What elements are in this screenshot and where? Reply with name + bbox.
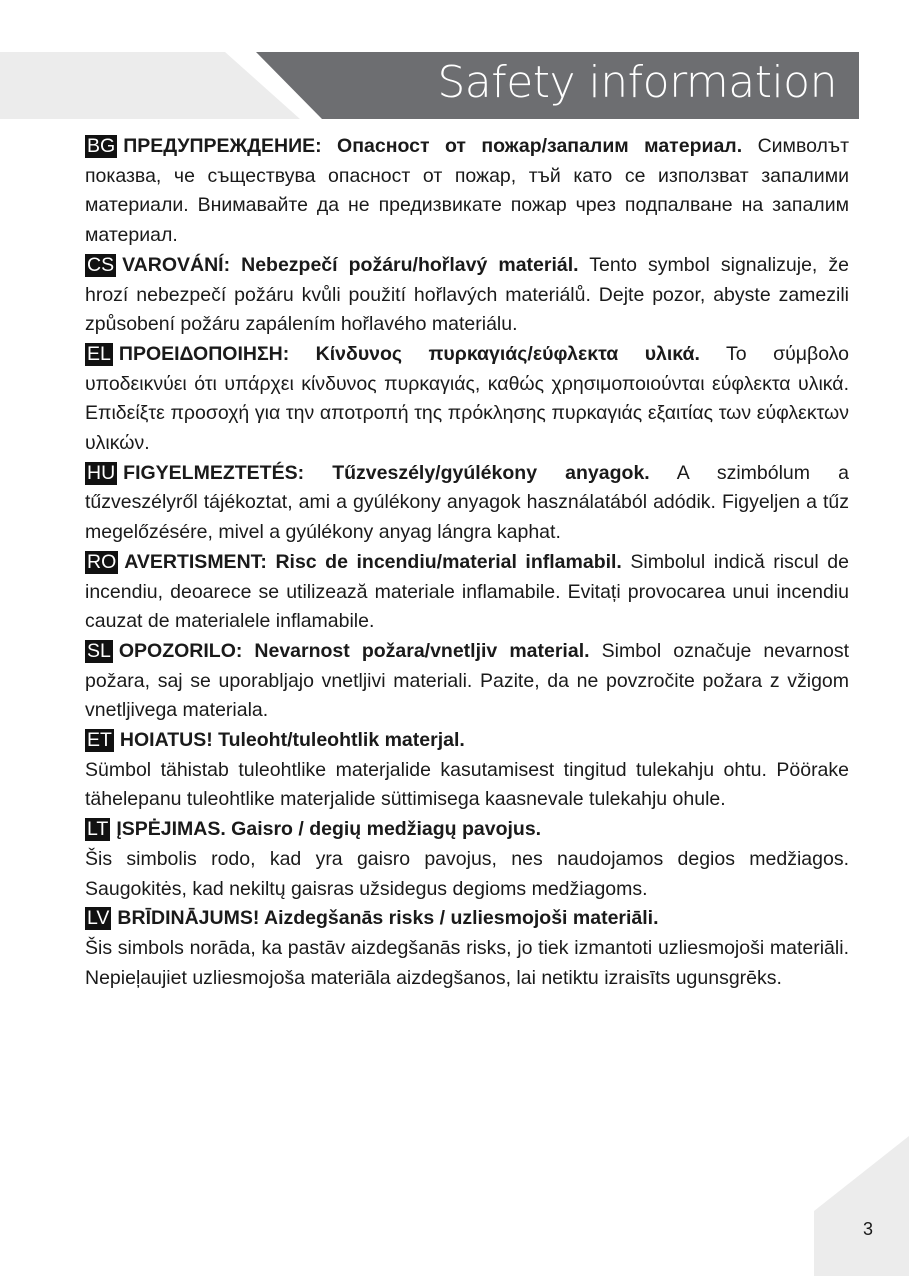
page-corner xyxy=(814,1136,909,1276)
section-title: OPOZORILO: Nevarnost požara/vnetljiv material. xyxy=(118,639,590,662)
page-number: 3 xyxy=(862,1219,873,1239)
language-tag: RO xyxy=(87,550,117,573)
section-bg xyxy=(85,132,849,251)
section-title: ΠΡΟΕΙΔΟΠΟΙΗΣΗ: Κίνδυνος πυρκαγιάς/εύφλεκτα υλικά. xyxy=(118,342,700,365)
language-tag: EL xyxy=(87,342,111,365)
language-tag: LV xyxy=(87,907,110,930)
section-body: Simbolul indică riscul de incendiu, deoarece se utilizează materiale inflamabile. Evitați provocarea unui incendiu cauzat de materialele inflamabile. xyxy=(85,550,849,633)
section-hu xyxy=(85,459,849,548)
section-body: Simbol označuje nevarnost požara, saj se uporabljajo vnetljivi materiali. Pazite, da ne povzročite požara z vžigom vnetljivega materiala. xyxy=(85,639,850,722)
section-body: Символът показва, че съществува опасност от пожар, тъй като се използват запалими материали. Внимавайте да не предизвикате пожар чрез подпалване на запалим материал. xyxy=(85,135,849,247)
section-title: VAROVÁNÍ: Nebezpečí požáru/hořlavý materiál. xyxy=(122,253,579,276)
section-el xyxy=(85,340,849,459)
language-tag: BG xyxy=(87,135,116,157)
section-ro xyxy=(85,548,849,637)
page-title: Safety information xyxy=(437,57,837,108)
section-body: Šis simbolis rodo, kad yra gaisro pavojus, nes naudojamos degios medžiagos. Saugokitės, kad nekiltų gaisras užsidegus degioms medžiagoms. xyxy=(85,847,849,900)
language-tag: ET xyxy=(87,729,112,752)
section-title: BRĪDINĀJUMS! Aizdegšanās risks / uzliesmojoši materiāli. xyxy=(117,907,659,930)
section-body: Sümbol tähistab tuleohtlike materjalide kasutamisest tingitud tulekahju ohtu. Pöörake tähelepanu tuleohtlike materjalide süttimisega kaasnevale tulekahju ohule. xyxy=(85,758,849,811)
section-cs xyxy=(85,251,849,340)
safety-content xyxy=(85,132,849,993)
header-left-band xyxy=(0,52,300,119)
section-title: FIGYELMEZTETÉS: Tűzveszély/gyúlékony anyagok. xyxy=(123,461,650,484)
language-tag: HU xyxy=(87,461,116,484)
language-tag: SL xyxy=(87,639,111,662)
section-title: ĮSPĖJIMAS. Gaisro / degių medžiagų pavojus. xyxy=(116,818,542,841)
language-tag: CS xyxy=(87,253,115,276)
section-lt xyxy=(85,815,849,904)
language-tag: LT xyxy=(87,818,109,841)
section-body: Šis simbols norāda, ka pastāv aizdegšanās risks, jo tiek izmantoti uzliesmojoši materiāli. Nepieļaujiet uzliesmojoša materiāla aizdegšanos, lai netiktu izraisīts ugunsgrēks. xyxy=(85,936,849,989)
section-body: A szimbólum a tűzveszélyről tájékoztat, ami a gyúlékony anyagok használatából adódik. Figyeljen a tűz megelőzésére, mivel a gyúlékony anyag lángra kaphat. xyxy=(85,461,849,544)
section-title: HOIATUS! Tuleoht/tuleohtlik materjal. xyxy=(119,729,465,752)
section-et xyxy=(85,726,849,815)
section-body: Το σύμβολο υποδεικνύει ότι υπάρχει κίνδυνος πυρκαγιάς, καθώς χρησιμοποιούνται εύφλεκτα υλικά. Επιδείξτε προσοχή για την αποτροπή της πρόκλησης πυρκαγιάς εξαιτίας των εύφλεκτων υλικών. xyxy=(85,342,849,455)
section-lv xyxy=(85,904,849,993)
section-title: AVERTISMENT: Risc de incendiu/material inflamabil. xyxy=(124,550,622,573)
section-title: ПРЕДУПРЕЖДЕНИЕ: Опасност от пожар/запалим материал. xyxy=(123,135,743,157)
section-sl xyxy=(85,637,849,726)
section-body: Tento symbol signalizuje, že hrozí nebezpečí požáru kvůli použití hořlavých materiálů. Dejte pozor, abyste zamezili způsobení požáru zapálením hořlavého materiálu. xyxy=(85,253,849,336)
